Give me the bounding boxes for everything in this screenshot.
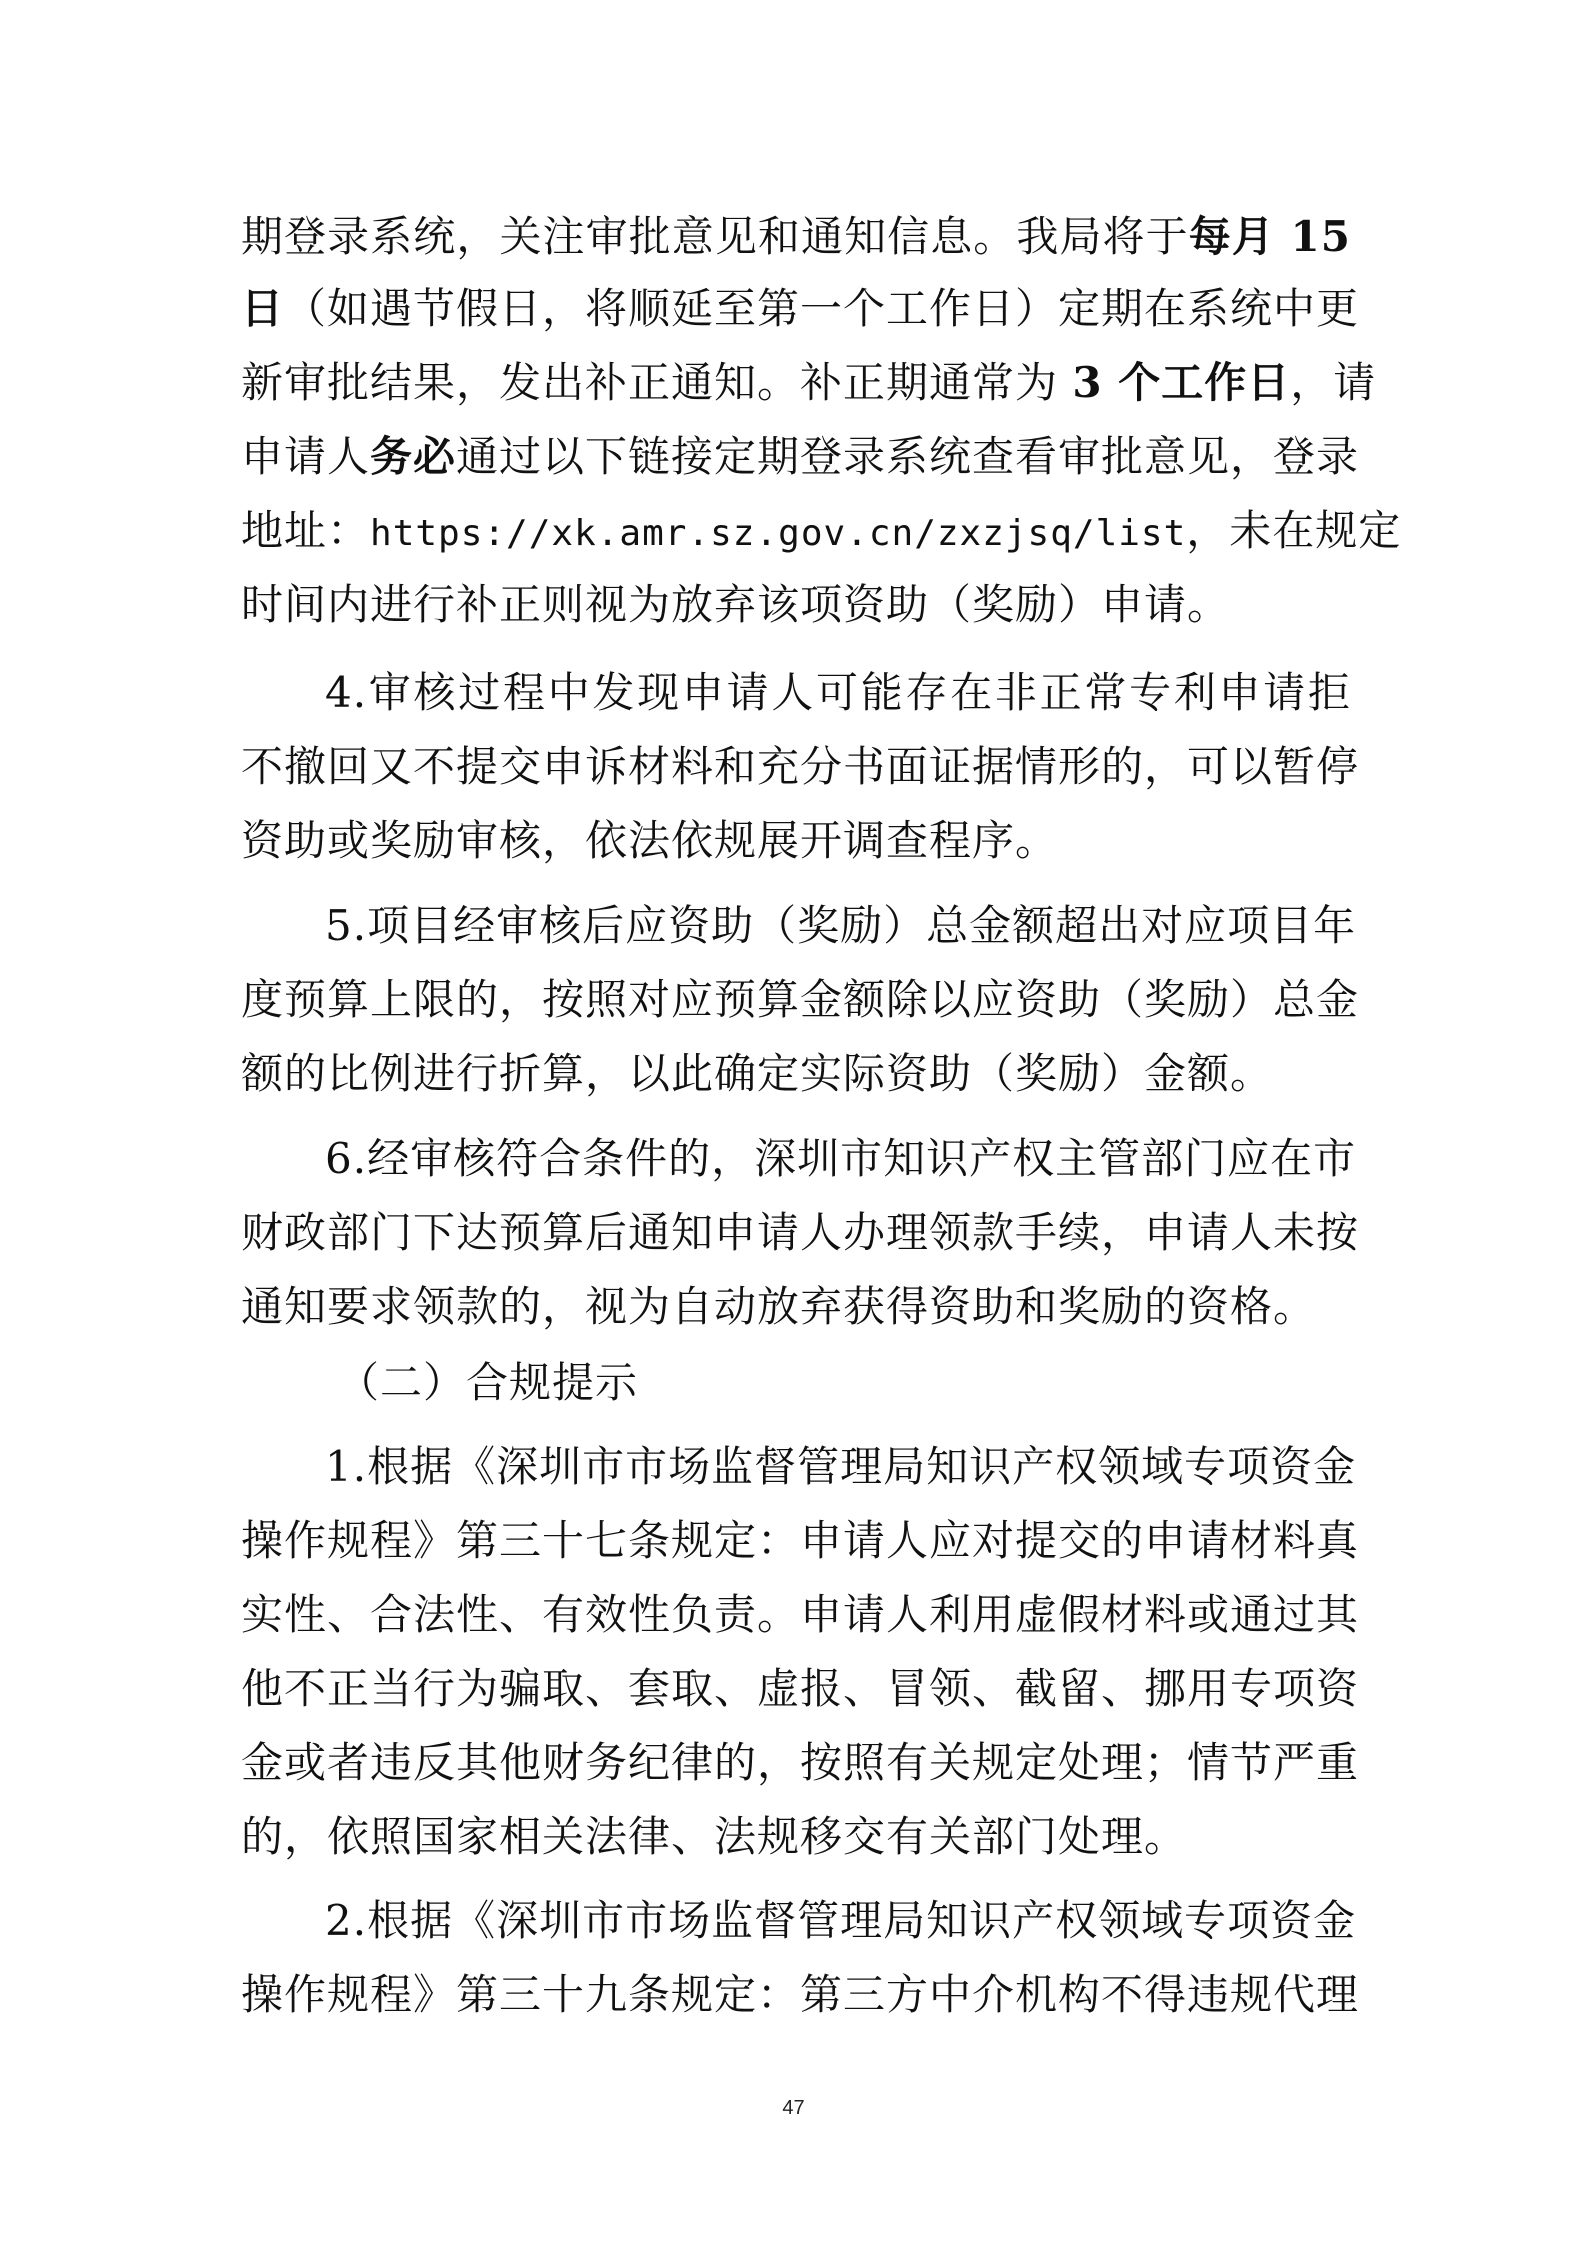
text-run: 期登录系统，关注审批意见和通知信息。我局将于 (241, 212, 1189, 261)
text-run: 额的比例进行折算，以此确定实际资助（奖励）金额。 (241, 1049, 1274, 1098)
text-run: 新审批结果，发出补正通知。补正期通常为 (241, 358, 1073, 407)
text-line-2 (241, 284, 1360, 334)
text-run: 操作规程》第三十九条规定：第三方中介机构不得违规代理 (241, 1970, 1360, 2019)
text-line-13 (325, 1134, 1357, 1184)
text-line-20 (241, 1664, 1360, 1714)
text-run: 地址： (241, 506, 371, 555)
text-line-6 (241, 580, 1351, 630)
text-line-21 (241, 1738, 1360, 1788)
text-run: 实性、合法性、有效性负责。申请人利用虚假材料或通过其 (241, 1590, 1360, 1639)
text-line-1 (241, 212, 1351, 262)
text-run: 金或者违反其他财务纪律的，按照有关规定处理；情节严重 (241, 1738, 1360, 1787)
text-line-24 (241, 1970, 1360, 2020)
page-number: 47 (782, 2097, 805, 2119)
bold-text-run: 务必 (370, 432, 457, 481)
bold-text-run: 每月 15 (1188, 212, 1351, 261)
text-run: 操作规程》第三十七条规定：申请人应对提交的申请材料真 (241, 1516, 1360, 1565)
text-run: 时间内进行补正则视为放弃该项资助（奖励）申请。 (241, 580, 1231, 629)
text-run: （二）合规提示 (337, 1358, 639, 1407)
text-line-11 (241, 975, 1360, 1025)
text-run: 财政部门下达预算后通知申请人办理领款手续，申请人未按 (241, 1208, 1360, 1257)
text-run: ，未在规定 (1186, 506, 1402, 555)
text-run: ，请 (1290, 358, 1377, 407)
text-line-3 (241, 358, 1377, 408)
text-line-19 (241, 1590, 1360, 1640)
text-line-4 (241, 432, 1360, 482)
text-line-14 (241, 1208, 1360, 1258)
text-run: 6.经审核符合条件的，深圳市知识产权主管部门应在市 (325, 1134, 1357, 1183)
section-heading (337, 1358, 637, 1408)
text-run: 2.根据《深圳市市场监督管理局知识产权领域专项资金 (325, 1896, 1357, 1945)
text-line-10 (325, 901, 1357, 951)
text-run: 资助或奖励审核，依法依规展开调查程序。 (241, 816, 1059, 865)
text-run: 1.根据《深圳市市场监督管理局知识产权领域专项资金 (325, 1442, 1357, 1491)
text-run: 申请人 (241, 432, 371, 481)
text-run: 的，依照国家相关法律、法规移交有关部门处理。 (241, 1812, 1188, 1861)
text-run: 4.审核过程中发现申请人可能存在非正常专利申请拒 (325, 668, 1351, 717)
text-line-17 (325, 1442, 1357, 1492)
text-line-23 (325, 1896, 1357, 1946)
text-line-18 (241, 1516, 1360, 1566)
text-run: 不撤回又不提交申诉材料和充分书面证据情形的，可以暂停 (241, 742, 1360, 791)
text-run: （如遇节假日，将顺延至第一个工作日）定期在系统中更 (284, 284, 1360, 333)
text-run: 他不正当行为骗取、套取、虚报、冒领、截留、挪用专项资 (241, 1664, 1360, 1713)
bold-text-run: 3 个工作日 (1072, 358, 1291, 407)
text-line-5 (241, 506, 1402, 556)
text-run: 通知要求领款的，视为自动放弃获得资助和奖励的资格。 (241, 1282, 1317, 1331)
text-run: 5.项目经审核后应资助（奖励）总金额超出对应项目年 (325, 901, 1357, 950)
text-line-12 (241, 1049, 1351, 1099)
bold-text-run: 日 (241, 284, 285, 333)
text-line-7 (325, 668, 1351, 718)
login-url-link[interactable]: https://xk.amr.sz.gov.cn/zxzjsq/list (370, 513, 1187, 554)
text-line-15 (241, 1282, 1351, 1332)
text-line-22 (241, 1812, 1351, 1862)
text-line-9 (241, 816, 1351, 866)
text-run: 通过以下链接定期登录系统查看审批意见，登录 (456, 432, 1360, 481)
text-line-8 (241, 742, 1360, 792)
text-run: 度预算上限的，按照对应预算金额除以应资助（奖励）总金 (241, 975, 1360, 1024)
